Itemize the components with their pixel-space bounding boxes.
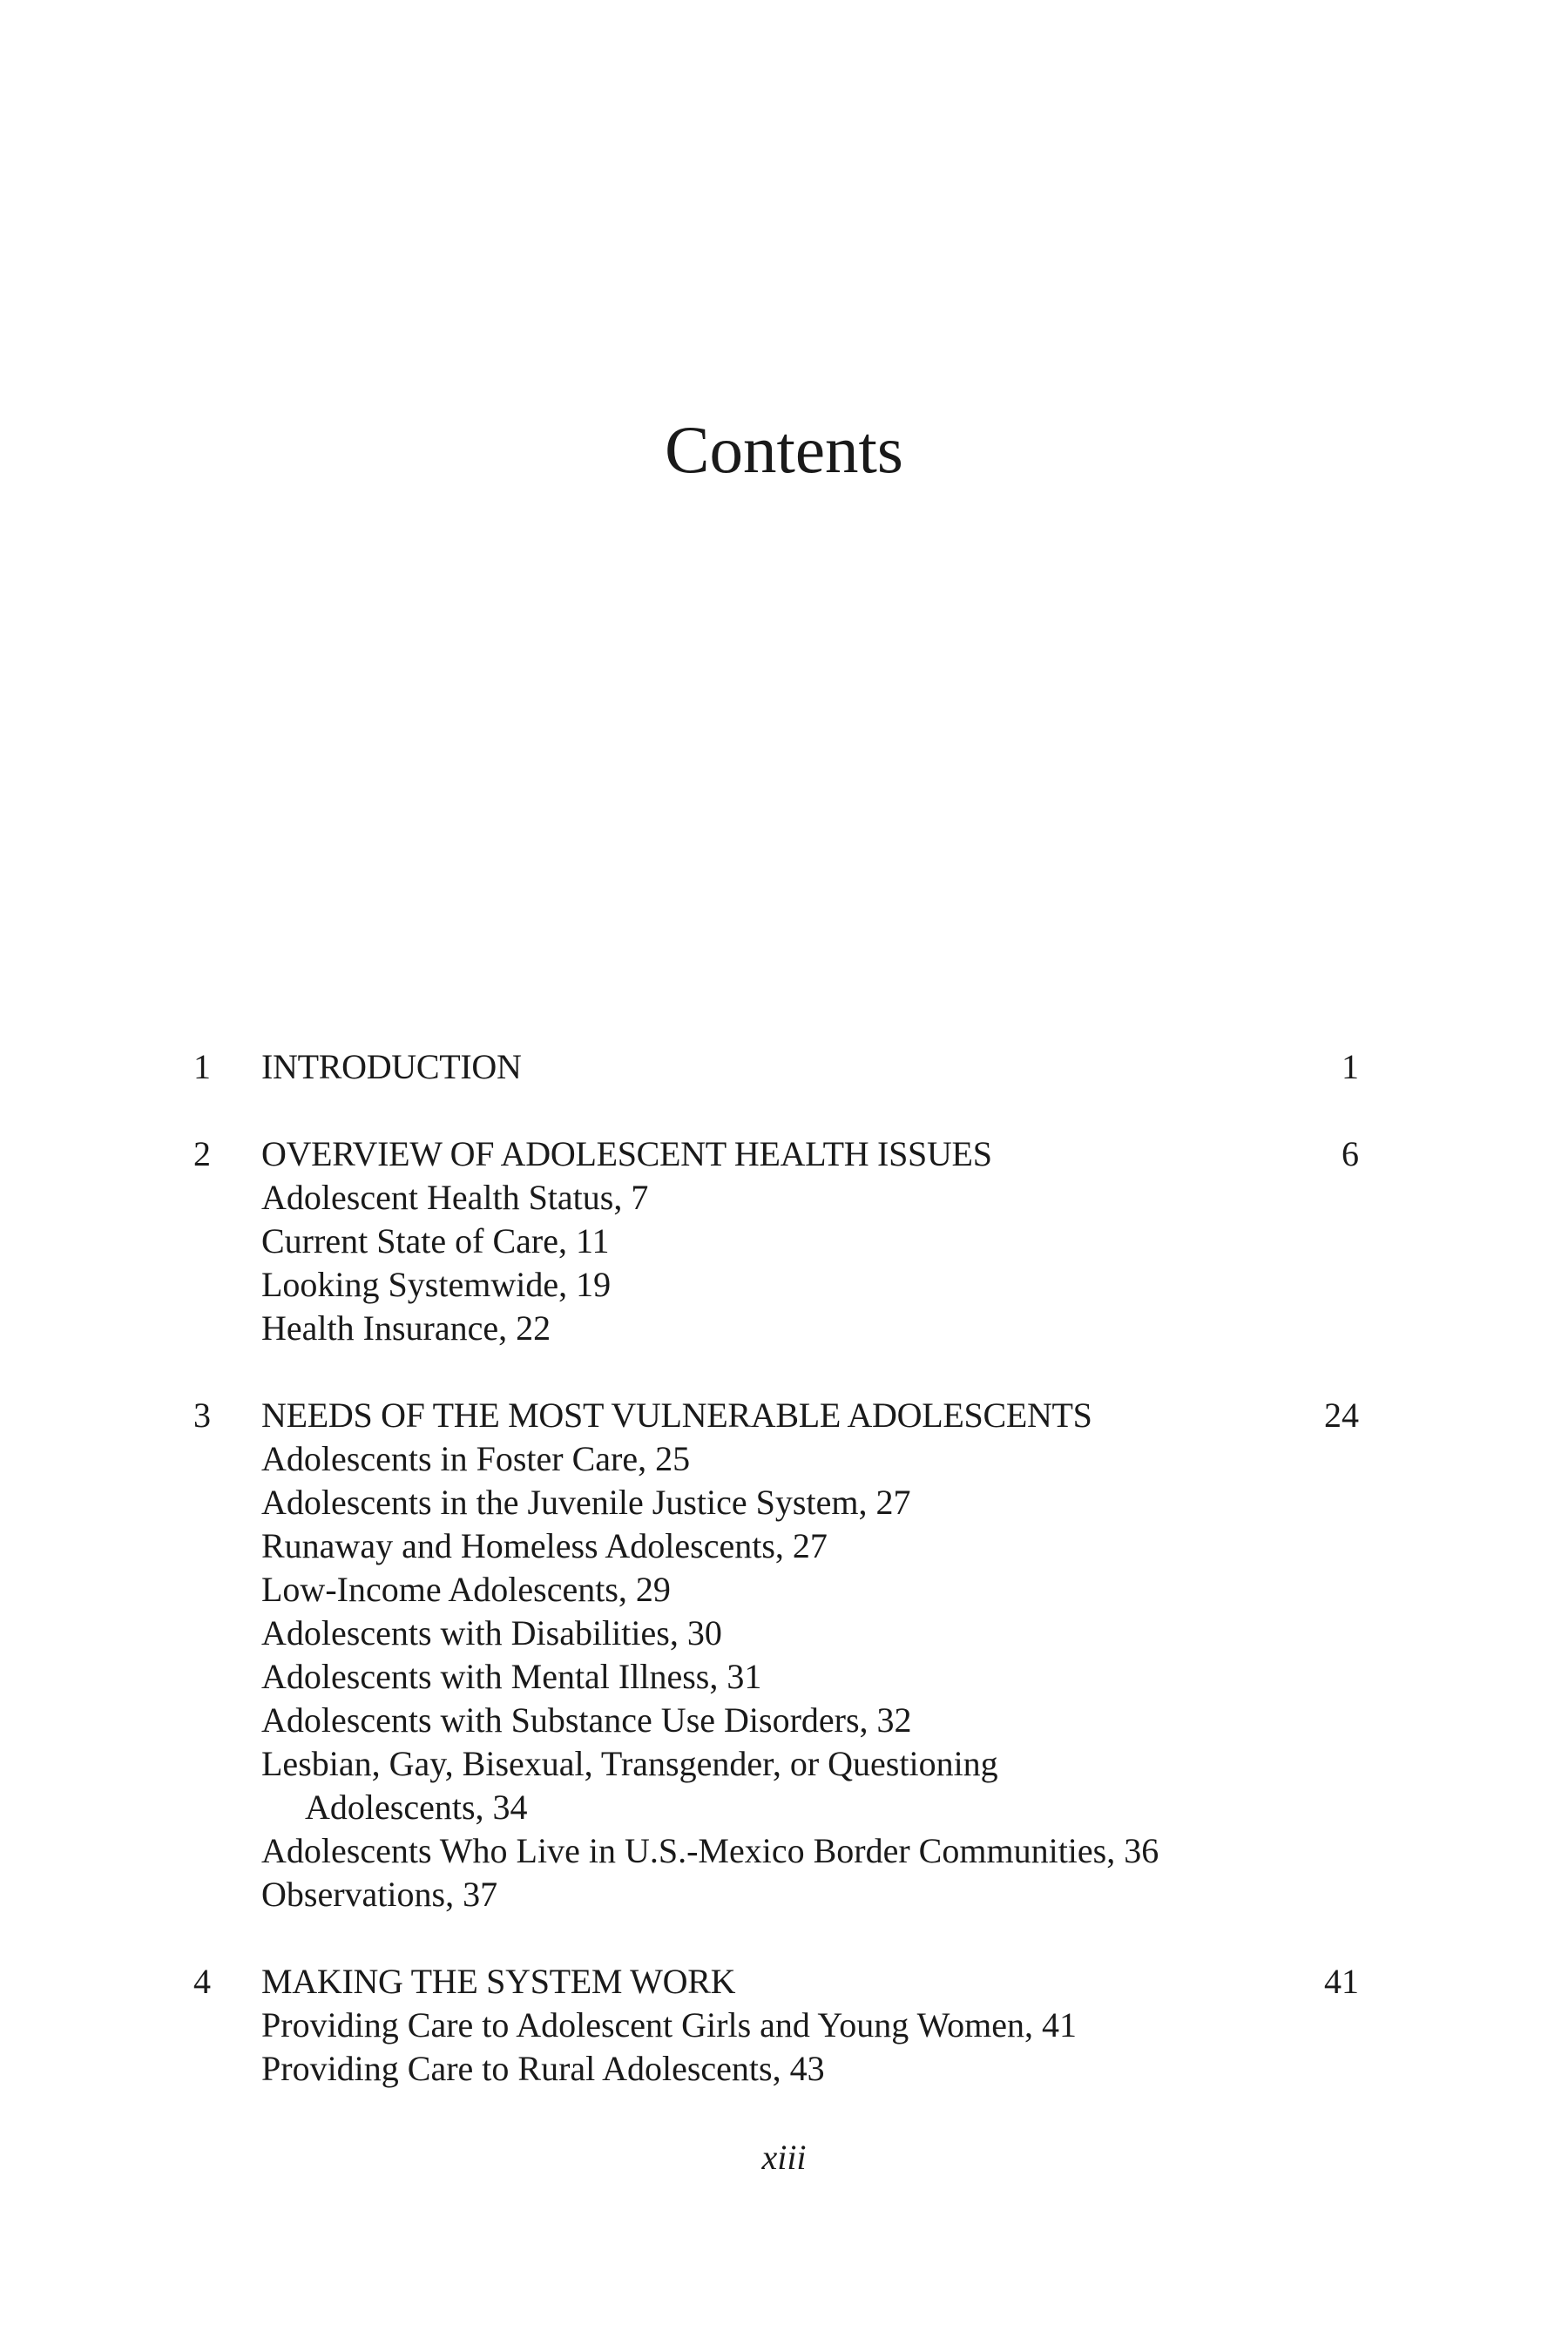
section-title: Adolescents Who Live in U.S.-Mexico Border Communities, 36 xyxy=(261,1831,1159,1870)
chapter-title: INTRODUCTION xyxy=(261,1047,522,1086)
toc-section-entry[interactable] xyxy=(0,1481,1568,1524)
chapter-page-number: 24 xyxy=(1324,1396,1359,1435)
section-title: Adolescents with Substance Use Disorders, 32 xyxy=(261,1700,912,1740)
chapter-heading[interactable] xyxy=(0,1394,1568,1437)
toc-chapter-2 xyxy=(0,1132,1568,1350)
section-title: Looking Systemwide, 19 xyxy=(261,1265,612,1304)
chapter-title: NEEDS OF THE MOST VULNERABLE ADOLESCENTS xyxy=(261,1396,1092,1435)
toc-chapter-4 xyxy=(0,1960,1568,2091)
toc-section-entry[interactable] xyxy=(0,1263,1568,1307)
section-title: Lesbian, Gay, Bisexual, Transgender, or Questioning xyxy=(261,1744,998,1783)
toc-chapter-1 xyxy=(0,1045,1568,1089)
chapter-heading[interactable] xyxy=(0,1960,1568,2004)
toc-section-entry[interactable] xyxy=(0,1568,1568,1612)
toc-section-entry[interactable] xyxy=(0,1220,1568,1263)
section-title: Health Insurance, 22 xyxy=(261,1308,551,1348)
toc-section-entry[interactable] xyxy=(0,1699,1568,1742)
section-title: Providing Care to Adolescent Girls and Young Women, 41 xyxy=(261,2005,1077,2044)
chapter-number: 4 xyxy=(193,1962,211,2001)
toc-section-entry[interactable] xyxy=(0,1655,1568,1699)
chapter-title: MAKING THE SYSTEM WORK xyxy=(261,1962,736,2001)
toc-section-entry[interactable] xyxy=(0,1612,1568,1655)
chapter-page-number: 41 xyxy=(1324,1962,1359,2001)
section-title-continued: Adolescents, 34 xyxy=(305,1788,528,1827)
toc-section-entry[interactable] xyxy=(0,1829,1568,1873)
toc-section-entry[interactable] xyxy=(0,1742,1568,1786)
chapter-title: OVERVIEW OF ADOLESCENT HEALTH ISSUES xyxy=(261,1134,992,1173)
toc-chapter-3 xyxy=(0,1394,1568,1916)
section-title: Current State of Care, 11 xyxy=(261,1221,610,1260)
section-title: Adolescents in the Juvenile Justice System, 27 xyxy=(261,1483,911,1522)
section-title: Adolescent Health Status, 7 xyxy=(261,1178,649,1217)
chapter-number: 3 xyxy=(193,1396,211,1435)
chapter-heading[interactable] xyxy=(0,1045,1568,1089)
chapter-page-number: 6 xyxy=(1342,1134,1359,1173)
chapter-number: 1 xyxy=(193,1047,211,1086)
section-title: Adolescents in Foster Care, 25 xyxy=(261,1439,691,1478)
chapter-heading[interactable] xyxy=(0,1132,1568,1176)
toc-section-entry[interactable] xyxy=(0,1873,1568,1916)
section-title: Runaway and Homeless Adolescents, 27 xyxy=(261,1526,828,1565)
toc-section-entry[interactable] xyxy=(0,1307,1568,1350)
chapter-number: 2 xyxy=(193,1134,211,1173)
chapter-page-number: 1 xyxy=(1342,1047,1359,1086)
page-folio: xiii xyxy=(761,2138,807,2177)
toc-section-entry[interactable] xyxy=(0,1524,1568,1568)
toc-section-entry[interactable] xyxy=(0,2047,1568,2091)
section-title: Adolescents with Mental Illness, 31 xyxy=(261,1657,762,1696)
toc-section-entry[interactable] xyxy=(0,2004,1568,2047)
toc-section-entry[interactable] xyxy=(0,1437,1568,1481)
section-title: Observations, 37 xyxy=(261,1875,498,1914)
toc-section-entry[interactable] xyxy=(0,1176,1568,1220)
toc-section-entry-continued[interactable] xyxy=(0,1786,1568,1829)
section-title: Providing Care to Rural Adolescents, 43 xyxy=(261,2049,825,2088)
page-title: Contents xyxy=(665,412,903,487)
section-title: Adolescents with Disabilities, 30 xyxy=(261,1613,722,1652)
section-title: Low-Income Adolescents, 29 xyxy=(261,1570,671,1609)
